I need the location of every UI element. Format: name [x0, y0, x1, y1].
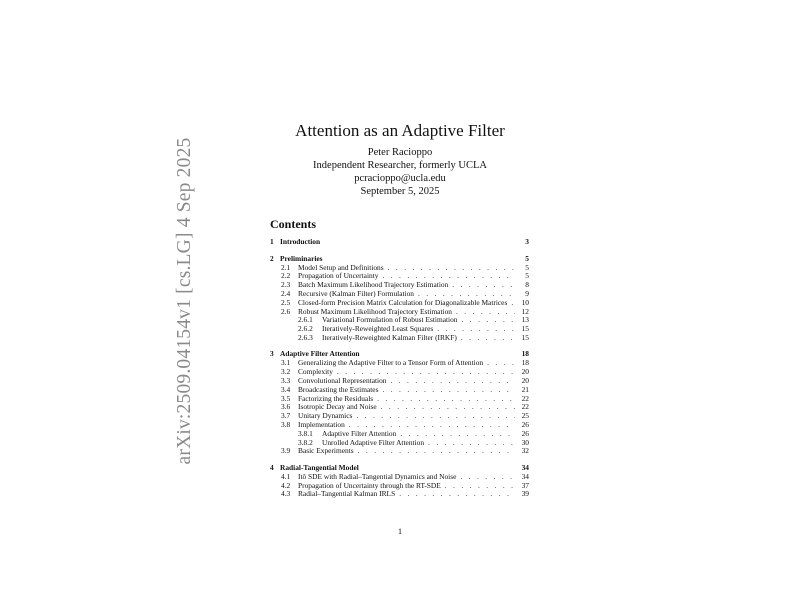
toc-entry-title: Convolutional Representation	[298, 375, 387, 385]
toc-entry-page: 5	[525, 262, 529, 272]
toc-entry-title: Factorizing the Residuals	[298, 393, 374, 403]
toc-entry-page: 32	[521, 446, 529, 456]
toc-entry-title: Isotropic Decay and Noise	[298, 402, 377, 412]
toc-entry-number: 3.9	[281, 446, 291, 456]
toc-entry-page: 34	[521, 471, 529, 481]
toc-section	[270, 463, 529, 499]
toc-entry-title: Broadcasting the Estimates	[298, 384, 379, 394]
toc-entry-page: 15	[521, 333, 529, 342]
toc-entry-page: 22	[521, 393, 529, 403]
paper-title: Attention as an Adaptive Filter	[295, 121, 505, 140]
toc-entry-title: Radial–Tangential Kalman IRLS	[298, 489, 396, 499]
toc-leader-dots	[483, 359, 515, 368]
toc-entry-page: 25	[521, 411, 529, 421]
toc-entry-title: Model Setup and Definitions	[298, 262, 384, 272]
toc-entry-number: 2.6.2	[298, 324, 313, 334]
toc-entry-title: Generalizing the Adaptive Filter to a Tensor Form of Attention	[298, 358, 484, 368]
arxiv-identifier	[167, 137, 203, 465]
toc-entry-title: Adaptive Filter Attention	[280, 349, 360, 359]
toc-entry-number: 1	[270, 237, 274, 246]
toc-entry-page: 39	[521, 489, 529, 499]
toc-entry-page: 8	[525, 280, 529, 290]
toc-leader-dots	[452, 308, 515, 317]
paper-date: September 5, 2025	[360, 186, 440, 197]
toc-entry-number: 2.6.3	[298, 333, 313, 342]
toc-section	[270, 254, 529, 343]
toc-entry-number: 2.4	[281, 288, 291, 298]
table-of-contents	[270, 237, 529, 506]
toc-entry-number: 4.1	[281, 471, 291, 481]
toc-entry-title: Unitary Dynamics	[298, 411, 353, 421]
toc-entry-number: 3.4	[281, 384, 291, 394]
toc-section-entry[interactable]	[270, 237, 529, 247]
toc-leader-dots	[507, 299, 515, 308]
toc-entry-page: 18	[521, 349, 529, 359]
toc-entry-title: Basic Experiments	[298, 446, 354, 456]
toc-leader-dots	[373, 395, 515, 404]
author-block	[0, 147, 800, 185]
toc-leader-dots	[395, 490, 515, 499]
toc-entry-title: Radial-Tangential Model	[280, 462, 359, 472]
toc-entry-title: Robust Maximum Likelihood Trajectory Estimation	[298, 306, 452, 316]
toc-leader-dots	[441, 482, 515, 491]
toc-entry-number: 3.8	[281, 420, 291, 429]
toc-entry-number: 2.1	[281, 262, 291, 272]
toc-entry-number: 2.6	[281, 306, 291, 316]
toc-entry-page: 5	[525, 253, 529, 263]
toc-entry-title: Itô SDE with Radial–Tangential Dynamics and Noise	[298, 471, 457, 481]
page-number: 1	[397, 526, 403, 536]
toc-entry-number: 4	[270, 462, 274, 472]
author-name: Peter Racioppo	[367, 147, 433, 158]
toc-entry-number: 3.5	[281, 393, 291, 403]
toc-entry-title: Variational Formulation of Robust Estimation	[322, 315, 458, 325]
toc-leader-dots	[457, 316, 515, 325]
arxiv-identifier-text: arXiv:2509.04154v1 [cs.LG] 4 Sep 2025	[174, 137, 195, 465]
toc-section	[270, 349, 529, 456]
toc-leader-dots	[354, 447, 515, 456]
toc-entry-number: 3.3	[281, 375, 291, 385]
toc-entry-page: 34	[521, 462, 529, 472]
toc-entry-number: 3.8.2	[298, 437, 313, 447]
toc-entry-page: 26	[521, 420, 529, 429]
toc-leader-dots	[384, 264, 515, 273]
toc-entry-page: 20	[521, 375, 529, 385]
toc-entry-page: 15	[521, 324, 529, 334]
toc-subsection-entry[interactable]	[270, 490, 529, 499]
toc-entry-number: 3.2	[281, 367, 291, 377]
toc-leader-dots	[386, 377, 515, 386]
toc-entry-number: 3.7	[281, 411, 291, 421]
toc-entry-title: Closed-form Precision Matrix Calculation for Diagonalizable Matrices	[298, 297, 508, 307]
toc-entry-number: 2.3	[281, 280, 291, 290]
toc-entry-page: 21	[521, 384, 529, 394]
toc-leader-dots	[448, 281, 515, 290]
toc-entry-title: Adaptive Filter Attention	[322, 428, 397, 438]
toc-entry-number: 3.6	[281, 402, 291, 412]
toc-entry-number: 3	[270, 349, 274, 359]
toc-entry-page: 20	[521, 367, 529, 377]
toc-entry-number: 2	[270, 253, 274, 263]
toc-entry-number: 4.2	[281, 480, 291, 490]
toc-entry-title: Propagation of Uncertainty	[298, 271, 379, 281]
toc-entry-page: 13	[521, 315, 529, 325]
toc-entry-number: 4.3	[281, 489, 291, 499]
toc-entry-page: 18	[521, 358, 529, 368]
toc-entry-page: 30	[521, 437, 529, 447]
toc-leader-dots	[424, 439, 515, 448]
toc-leader-dots	[456, 473, 515, 482]
author-affiliation: Independent Researcher, formerly UCLA	[313, 159, 487, 171]
toc-entry-page: 5	[525, 271, 529, 281]
toc-entry-title: Recursive (Kalman Filter) Formulation	[298, 288, 414, 298]
toc-entry-number: 2.2	[281, 271, 291, 281]
toc-entry-page: 22	[521, 402, 529, 412]
toc-entry-page: 26	[521, 428, 529, 438]
toc-entry-title: Implementation	[298, 420, 345, 429]
toc-entry-page: 3	[525, 237, 529, 246]
toc-entry-title: Preliminaries	[280, 253, 323, 263]
toc-entry-number: 2.6.1	[298, 315, 313, 325]
toc-entry-page: 9	[525, 288, 529, 298]
toc-section	[270, 237, 529, 247]
toc-entry-number: 3.1	[281, 358, 291, 368]
toc-leader-dots	[378, 386, 515, 395]
toc-entry-number: 2.5	[281, 297, 291, 307]
toc-leader-dots	[457, 334, 515, 343]
author-email: pcracioppo@ucla.edu	[354, 172, 446, 184]
toc-entry-page: 10	[521, 297, 529, 307]
toc-entry-title: Propagation of Uncertainty through the RT-SDE	[298, 480, 441, 490]
toc-leader-dots	[352, 412, 515, 421]
toc-entry-title: Unrolled Adaptive Filter Attention	[322, 437, 425, 447]
toc-entry-title: Batch Maximum Likelihood Trajectory Estimation	[298, 280, 449, 290]
contents-heading: Contents	[270, 217, 317, 231]
toc-entry-title: Iteratively-Reweighted Kalman Filter (IRKF)	[322, 333, 457, 342]
toc-entry-title: Introduction	[280, 237, 321, 246]
toc-entry-page: 12	[521, 306, 529, 316]
toc-entry-title: Complexity	[298, 367, 333, 377]
toc-entry-page: 37	[521, 480, 529, 490]
toc-leader-dots	[377, 403, 515, 412]
toc-entry-number: 3.8.1	[298, 428, 313, 438]
toc-subsection-entry[interactable]	[270, 447, 529, 456]
toc-section-entry[interactable]	[270, 254, 529, 264]
toc-subsubsection-entry[interactable]	[270, 334, 529, 343]
toc-entry-title: Iteratively-Reweighted Least Squares	[322, 324, 434, 334]
